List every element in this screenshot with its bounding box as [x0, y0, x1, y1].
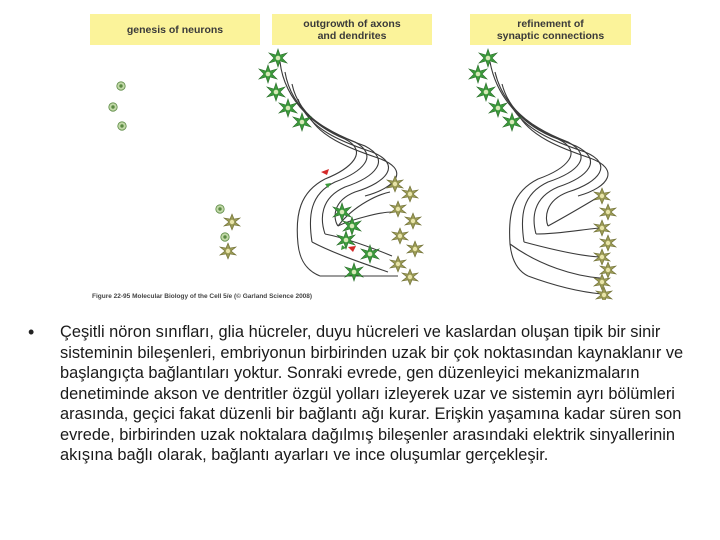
genesis-cells	[109, 82, 240, 259]
bullet-marker: •	[28, 322, 35, 342]
stage-label-refinement: refinement of synaptic connections	[470, 14, 631, 45]
refinement-targets	[594, 188, 616, 300]
bullet-text: Çeşitli nöron sınıfları, glia hücreler, duyu hücreleri ve kaslardan oluşan tipik bir sinir sisteminin bileşenleri, embriyonun birbirinden uzak bir çok noktasından kaynaklanır ve başlangıçta bağlantıları yoktur. Sonraki evrede, gen düzenleyici mekanizmaların denetiminde akson ve dentritler özgül yolları izleyerek uzar ve sistemin ayrı bölümleri arasında, geçici fakat düzenli bir bağlantı ağı kurar. Erişkin yaşamına kadar süren son evrede, birbirinden uzak noktalara dağılmış bileşenler arasındaki elektrik sinyallerinin akışına bağlı olarak, bağlantı ayarları ve ince oluşumlar gerçekleşir.	[60, 323, 684, 464]
outgrowth-targets	[387, 176, 423, 285]
stage-label-genesis: genesis of neurons	[90, 14, 260, 45]
refinement-pathways	[490, 62, 608, 294]
neuron-development-diagram	[80, 44, 640, 300]
stage-label-outgrowth: outgrowth of axons and dendrites	[272, 14, 432, 45]
figure-caption: Figure 22-95 Molecular Biology of the Cell 5/e (© Garland Science 2008)	[92, 293, 313, 300]
outgrowth-neurons	[259, 49, 379, 281]
refinement-neurons	[469, 49, 521, 131]
